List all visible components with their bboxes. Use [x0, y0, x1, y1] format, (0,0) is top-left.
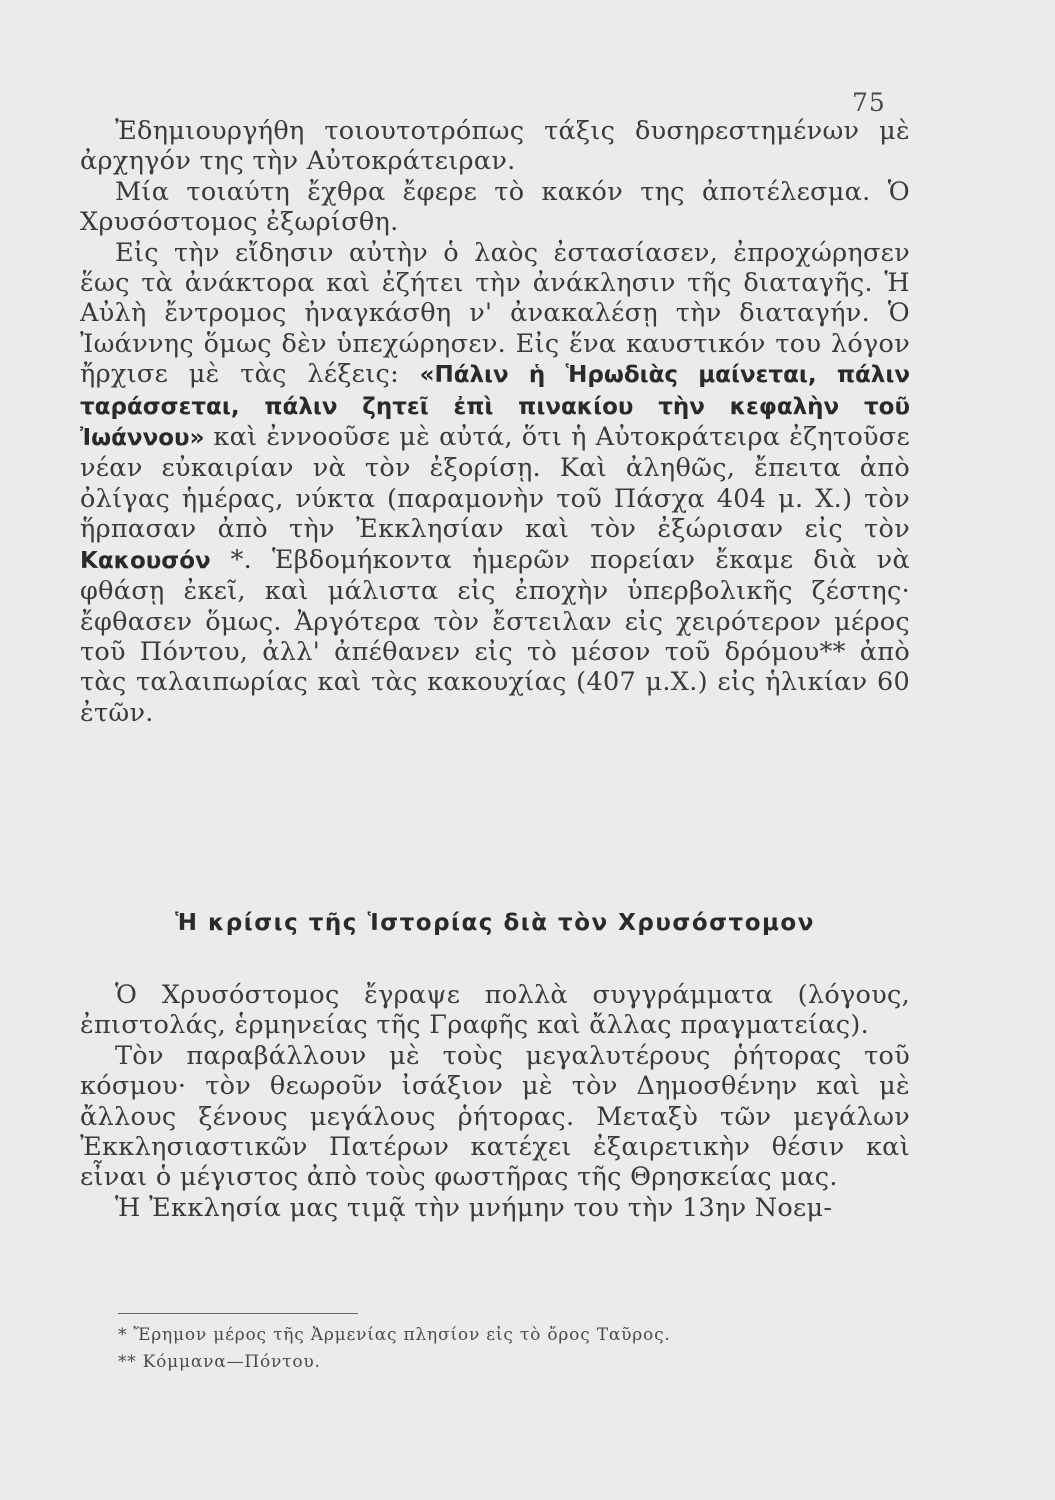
paragraph-3-text-b: καὶ ἐννοοῦσε μὲ αὐτά, ὅτι ἡ Αὐτοκράτειρα ἐζητοῦσε νέαν εὐκαιρίαν νὰ τὸν ἐξορίσῃ. Καὶ ἀληθῶς, ἔπειτα ἀπὸ ὀλίγας ἡμέρας, νύκτα (παραμονὴν τοῦ Πάσχα 404 μ. Χ.) τὸν ἥρπασαν ἀπὸ τὴν Ἐκκλησίαν καὶ τὸν ἐξώρισαν εἰς τὸν: [80, 422, 910, 545]
footnote-2: [118, 1349, 918, 1376]
section-paragraph-2: Τὸν παραβάλλουν μὲ τοὺς μεγαλυτέρους ῥήτορας τοῦ κόσμου· τὸν θεωροῦν ἰσάξιον μὲ τὸν Δημοσθένην καὶ μὲ ἄλλους ξένους μεγάλους ῥήτορας. Μεταξὺ τῶν μεγάλων Ἐκκλησιαστικῶν Πατέρων κατέχει ἐξαιρετικὴν θέσιν καὶ εἶναι ὁ μέγιστος ἀπὸ τοὺς φωστῆρας τῆς Θρησκείας μας.: [80, 1040, 910, 1193]
paragraph-2: Μία τοιαύτη ἔχθρα ἔφερε τὸ κακόν της ἀποτέλεσμα. Ὁ Χρυσόστομος ἐξωρίσθη.: [80, 176, 910, 238]
footnote-2-text: Κόμμανα—Πόντου.: [142, 1352, 321, 1372]
footnote-1-mark: *: [118, 1325, 128, 1345]
paragraph-3-text-c: *. Ἑβδομήκοντα ἡμερῶν πορείαν ἔκαμε διὰ νὰ φθάσῃ ἐκεῖ, καὶ μάλιστα εἰς ἐποχὴν ὑπερβολικῆς ζέστης· ἔφθασεν ὅμως. Ἀργότερα τὸν ἔστειλαν εἰς χειρότερον μέρος τοῦ Πόντου, ἀλλ' ἀπέθανεν εἰς τὸ μέσον τοῦ δρόμου** ἀπὸ τὰς ταλαιπωρίας καὶ τὰς κακουχίας (407 μ.Χ.) εἰς ἡλικίαν 60 ἐτῶν.: [80, 544, 910, 728]
paragraph-3-text-a: Εἰς τὴν εἴδησιν αὐτὴν ὁ λαὸς ἐστασίασεν, ἐπροχώρησεν ἕως τὰ ἀνάκτορα καὶ ἐζήτει τὴν ἀνάκλησιν τῆς διαταγῆς. Ἡ Αὐλὴ ἔντρομος ἠναγκάσθη ν' ἀνακαλέσῃ τὴν διαταγήν. Ὁ Ἰωάννης ὅμως δὲν ὑπεχώρησεν. Εἰς ἕνα καυστικόν του λόγον ἤρχισε μὲ τὰς λέξεις:: [80, 237, 910, 390]
footnote-1: [118, 1322, 918, 1349]
page-number: 75: [852, 88, 886, 117]
section-text: [80, 980, 910, 1223]
section-paragraph-3: Ἡ Ἐκκλησία μας τιμᾷ τὴν μνήμην του τὴν 13ην Νοεμ-: [115, 1192, 833, 1223]
section-heading: Ἡ κρίσις τῆς Ἱστορίας διὰ τὸν Χρυσόστομον: [175, 910, 815, 936]
place-name-kakouson: Κακουσόν: [80, 547, 211, 574]
footnote-1-text: Ἔρημον μέρος τῆς Ἀρμενίας πλησίον εἰς τὸ ὄρος Ταῦρος.: [133, 1325, 671, 1345]
footnote-2-mark: **: [118, 1352, 137, 1372]
footnote-divider: [118, 1313, 358, 1314]
main-text: [80, 116, 910, 728]
chrysostom-quote: «Πάλιν ἡ Ἡρωδιὰς μαίνεται, πάλιν ταράσσεται, πάλιν ζητεῖ ἐπὶ πινακίου τὴν κεφαλὴν τοῦ Ἰωάννου»: [80, 362, 910, 452]
paragraph-1: Ἐδημιουργήθη τοιουτοτρόπως τάξις δυσηρεστημένων μὲ ἀρχηγόν της τὴν Αὐτοκράτειραν.: [80, 116, 910, 177]
paragraph-3: [80, 238, 910, 729]
footnotes: [118, 1322, 918, 1376]
section-paragraph-1: Ὁ Χρυσόστομος ἔγραψε πολλὰ συγγράμματα (λόγους, ἐπιστολάς, ἑρμηνείας τῆς Γραφῆς καὶ ἄλλας πραγματείας).: [80, 980, 910, 1041]
